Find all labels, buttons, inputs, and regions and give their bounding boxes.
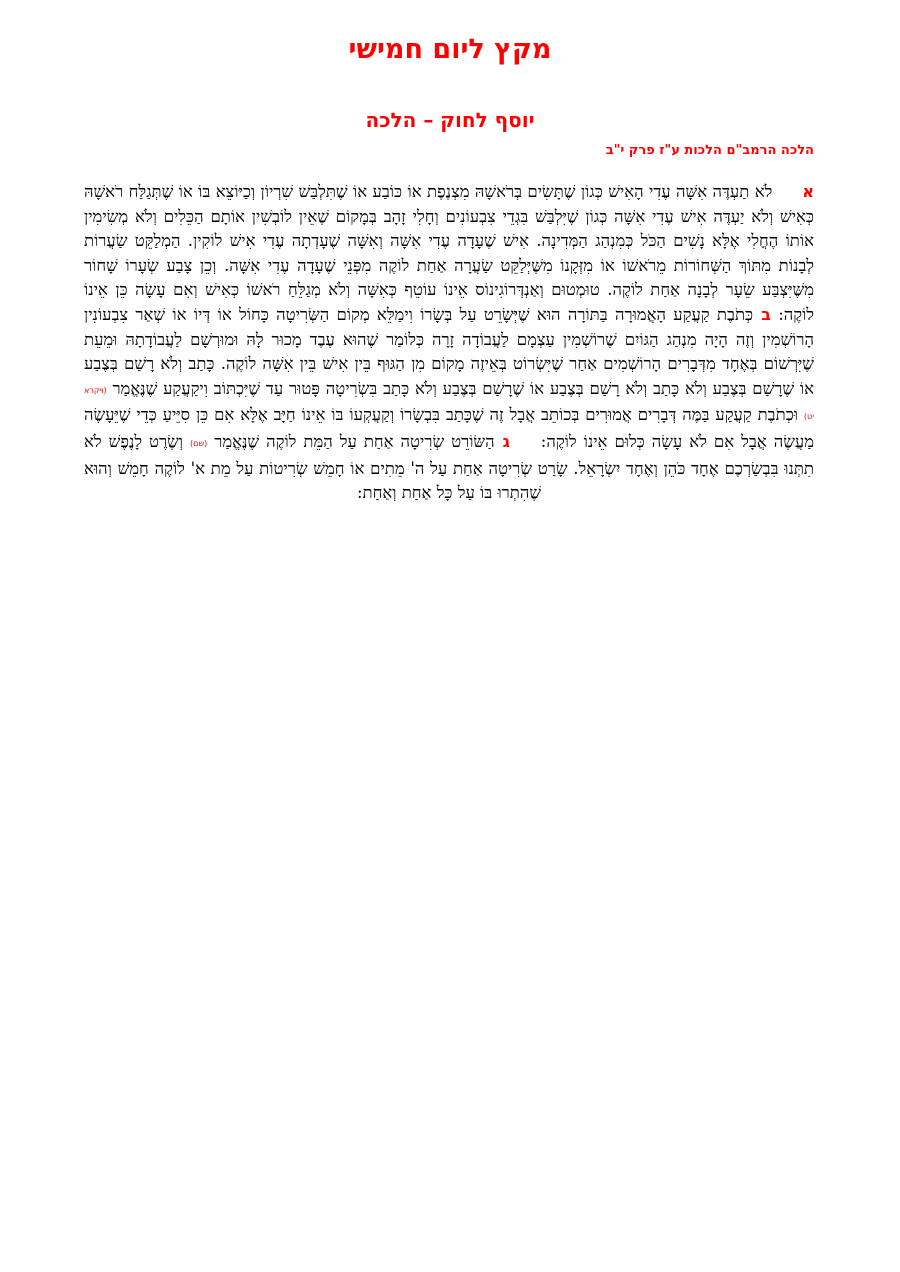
seif-g-text-part2: וְשֶׂרֶט לָנֶפֶשׁ לֹא תִתְּנוּ בִּבְשַׂרְכֶם אֶחָד כֹּהֵן וְאֶחָד יִשְׂרָאֵל. שָׂרַט שְׂרִיטָה אַחַת עַל ה' מֵתִים אוֹ חָמֵשׁ שְׂרִיטוֹת עַל מֵת א' לוֹקֶה חָמֵשׁ וְהוּא שֶׁהִתְרוּ בּוֹ עַל כָּל אַחַת וְאַחַת: xyxy=(84,431,814,503)
source-reference: הלכה הרמב"ם הלכות ע"ז פרק י"ב xyxy=(605,143,814,158)
verse-reference-sham: (שם) xyxy=(190,438,208,448)
seif-letter-g: ג xyxy=(502,431,510,451)
halacha-text xyxy=(84,180,814,506)
seif-b-text-part1: כְּתֹבֶת קַעֲקַע הָאֲמוּרָה בַּתּוֹרָה הוּא שֶׁיְּשָׂרֵט עַל בְּשָׂרוֹ וִימַלֵּא מְקוֹם הַשְּׂרִיטָה כָּחוֹל אוֹ דְּיוֹ אוֹ שְׁאַר צִבְעוֹנִין הָרוֹשְׁמִין וְזֶה הָיָה מִנְהַג הַגּוֹיִם שֶׁרוֹשְׁמִין עַצְמָם לַעֲבוֹדָה זָרָה כְּלוֹמַר שֶׁהוּא עֶבֶד מָכוּר לָהּ וּמוּרְשָׁם לַעֲבוֹדָתָהּ וּמֵעֵת שֶׁיִּרְשׁוֹם בְּאֶחָד מִדְּבָרִים הָרוֹשְׁמִים אַחַר שֶׁיִּשְׂרוֹט בְּאֵיזֶה מָקוֹם מִן הַגּוּף בֵּין אִישׁ בֵּין אִשָּׁה לוֹקֶה. כָּתַב וְלֹא רָשַׁם בְּצֶבַע אוֹ שֶׁרָשַׁם בְּצֶבַע וְלֹא כָּתַב וְלֹא רָשַׁם בְּצֶבַע אוֹ שֶׁרָשַׁם בְּצֶבַע וְלֹא כָּתַב בִּשְׂרִיטָה פָּטוּר עַד שֶׁיִּכְתּוֹב וִיקַעֲקַע שֶׁנֶּאֱמַר xyxy=(84,304,814,398)
seif-letter-b: ב xyxy=(761,304,771,324)
verse-reference: (ויקרא יט) xyxy=(84,385,814,422)
seif-a-text: לֹא תַעְדֶּה אִשָּׁה עֶדִי הָאִישׁ כְּגוֹן שֶׁתָּשִׂים בְּרֹאשָׁהּ מִצְנֶפֶת אוֹ כּוֹבַע אוֹ שֶׁתִּלְבַּשׁ שִׁרְיוֹן וְכַיּוֹצֵא בּוֹ אוֹ שֶׁתְּגַלַּח רֹאשָׁהּ כְּאִישׁ וְלֹא יַעְדֶּה אִישׁ עֶדִי אִשָּׁה כְּגוֹן שֶׁיִּלְבַּשׁ בִּגְדֵי צִבְעוֹנִים וְחָלִי זָהָב בְּמָקוֹם שֶׁאֵין לוֹבְשִׁין אוֹתָם הַכֵּלִים וְלֹא מְשִׂימִין אוֹתוֹ הֶחֳלִי אֶלָּא נָשִׁים הַכֹּל כְּמִנְהַג הַמְּדִינָה. אִישׁ שֶׁעָדָה עֶדִי אִשָּׁה וְאִשָּׁה שֶׁעָדְתָה עֶדִי אִישׁ לוֹקִין. הַמְלַקֵּט שַׂעֲרוֹת לְבָנוֹת מִתּוֹךְ הַשְּׁחוֹרוֹת מֵרֹאשׁוֹ אוֹ מִזְּקָנוֹ מִשֶּׁיְּלַקֵּט שַׂעֲרָה אַחַת לוֹקֶה מִפְּנֵי שֶׁעָדָה עֶדִי אִשָּׁה. וְכֵן צָבַע שְׂעָרוֹ שָׁחוֹר מִשֶּׁיִּצְבַּע שֵׂעָר לְבָנָה אַחַת לוֹקֶה. טוּמְטוּם וְאַנְדְּרוֹגִינוֹס אֵינוֹ עוֹטֵף כְּאִשָּׁה וְלֹא מְגַלֵּחַ רֹאשׁוֹ כְּאִישׁ וְאִם עָשָׂה כֵּן אֵינוֹ לוֹקֶה: xyxy=(84,182,815,324)
section-subtitle: יוסף לחוק – הלכה xyxy=(365,108,535,132)
seif-b-text-part2: וּכְתֹבֶת קַעֲקַע בַּמֶּה דְּבָרִים אֲמוּרִים בְּכוֹתֵב אֲבָל זֶה שֶׁכָּתַב בִּבְשָׂרוֹ וְקַעֲקְעוֹ בּוֹ אֵינוֹ חַיָּב אֶלָּא אִם כֵּן סִיֵּיעַ כְּדֵי שֶׁיֵּעָשֶׂה מַעֲשֶׂה אֲבָל אִם לֹא עָשָׂה כְּלוּם אֵינוֹ לוֹקֶה: xyxy=(84,405,814,451)
seif-letter-a: א xyxy=(802,182,814,201)
page-title: מקץ ליום חמישי xyxy=(348,34,552,65)
seif-g-text-part1: הַשּׂוֹרֵט שְׂרִיטָה אַחַת עַל הַמֵּת לוֹקֶה שֶׁנֶּאֱמַר xyxy=(214,431,495,451)
